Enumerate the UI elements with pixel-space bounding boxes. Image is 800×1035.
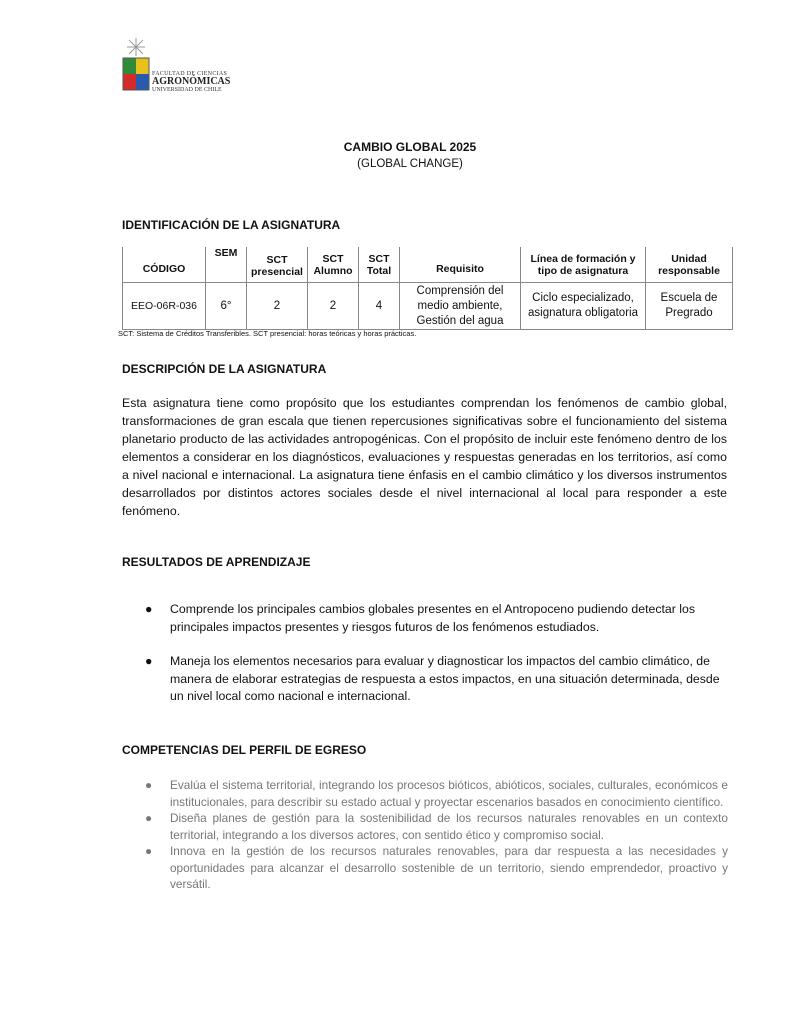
- competency-text: Diseña planes de gestión para la sostenibilidad de los recursos naturales renovables en un contexto territorial, integrando a los diversos actores, con sentido ético y compromiso social.: [170, 811, 728, 842]
- faculty-logo: [120, 36, 270, 102]
- table-row: [123, 283, 733, 330]
- cell-sct-presencial: 2: [247, 283, 308, 330]
- table-header-row: [123, 247, 733, 283]
- logo-line2: AGRONÓMICAS: [152, 76, 231, 87]
- heading-identificacion: IDENTIFICACIÓN DE LA ASIGNATURA: [122, 218, 341, 232]
- list-item: [145, 601, 728, 636]
- cell-linea: Ciclo especializado, asignatura obligatoria: [521, 283, 646, 330]
- header-cell: SCT Alumno: [308, 247, 359, 283]
- bullet-icon: ●: [145, 654, 153, 668]
- document-subtitle: (GLOBAL CHANGE): [357, 158, 463, 170]
- logo-line1: FACULTAD DE CIENCIAS: [152, 71, 228, 77]
- competency-text: Innova en la gestión de los recursos naturales renovables, para dar respuesta a las necesidades y oportunidades para alcanzar el desarrollo sostenible de un territorio, siendo emprendedor, proactivo y versátil.: [170, 844, 728, 891]
- bullet-icon: ●: [145, 811, 153, 825]
- cell-sct-alumno: 2: [308, 283, 359, 330]
- document-title: CAMBIO GLOBAL 2025: [343, 140, 477, 154]
- header-cell: SCT presencial: [247, 247, 308, 283]
- heading-descripcion: DESCRIPCIÓN DE LA ASIGNATURA: [122, 362, 327, 376]
- heading-resultados: RESULTADOS DE APRENDIZAJE: [122, 555, 311, 569]
- course-info-table: [122, 247, 733, 330]
- logo-line3: UNIVERSIDAD DE CHILE: [152, 87, 222, 93]
- bullet-icon: ●: [145, 844, 153, 858]
- cell-unidad: Escuela de Pregrado: [646, 283, 733, 330]
- outcome-text: Comprende los principales cambios globales presentes en el Antropoceno pudiendo detectar los principales impactos presentes y riesgos futuros de los fenómenos estudiados.: [170, 602, 695, 634]
- list-item: [145, 777, 728, 810]
- header-cell: SEM: [206, 247, 247, 283]
- list-item: [145, 810, 728, 843]
- competency-text: Evalúa el sistema territorial, integrando los procesos bióticos, abióticos, sociales, culturales, económicos e institucionales, para describir su estado actual y proyectar escenarios basados en conocimiento científico.: [170, 778, 728, 809]
- cell-sem: 6°: [206, 283, 247, 330]
- description-paragraph: Esta asignatura tiene como propósito que los estudiantes comprendan los fenómenos de cambio global, transformaciones de gran escala que tienen repercusiones significativas sobre el funcionamiento del sistema planetario producto de las actividades antropogénicas. Con el propósito de incluir este fenómeno dentro de los elementos a considerar en los diagnósticos, evaluaciones y respuestas generadas en los territorios, así como a nivel nacional e internacional. La asignatura tiene énfasis en el cambio climático y los diversos instrumentos desarrollados por distintos actores sociales desde el nivel internacional al local para responder a este fenómeno.: [122, 396, 727, 518]
- cell-requisito: Comprensión del medio ambiente, Gestión del agua: [400, 283, 521, 330]
- bullet-icon: ●: [145, 778, 153, 792]
- university-crest-icon: [120, 36, 152, 102]
- header-cell: Unidad responsable: [646, 247, 733, 283]
- header-cell: Línea de formación y tipo de asignatura: [521, 247, 646, 283]
- cell-codigo: EEO-06R-036: [123, 283, 206, 330]
- cell-sct-total: 4: [359, 283, 400, 330]
- bullet-icon: ●: [145, 602, 153, 616]
- heading-competencias: COMPETENCIAS DEL PERFIL DE EGRESO: [122, 743, 367, 757]
- header-cell: SCT Total: [359, 247, 400, 283]
- competencies-list: [145, 777, 728, 893]
- list-item: [145, 653, 728, 706]
- outcome-text: Maneja los elementos necesarios para evaluar y diagnosticar los impactos del cambio climático, de manera de elaborar estrategias de respuesta a estos impactos, en una situación determinada, desde un nivel local como nacional e internacional.: [170, 654, 720, 703]
- header-cell: CÓDIGO: [123, 247, 206, 283]
- learning-outcomes-list: [145, 601, 728, 706]
- table-note: SCT: Sistema de Créditos Transferibles. SCT presencial: horas teóricas y horas prácticas.: [118, 329, 417, 338]
- header-cell: Requisito: [400, 247, 521, 283]
- list-item: [145, 843, 728, 893]
